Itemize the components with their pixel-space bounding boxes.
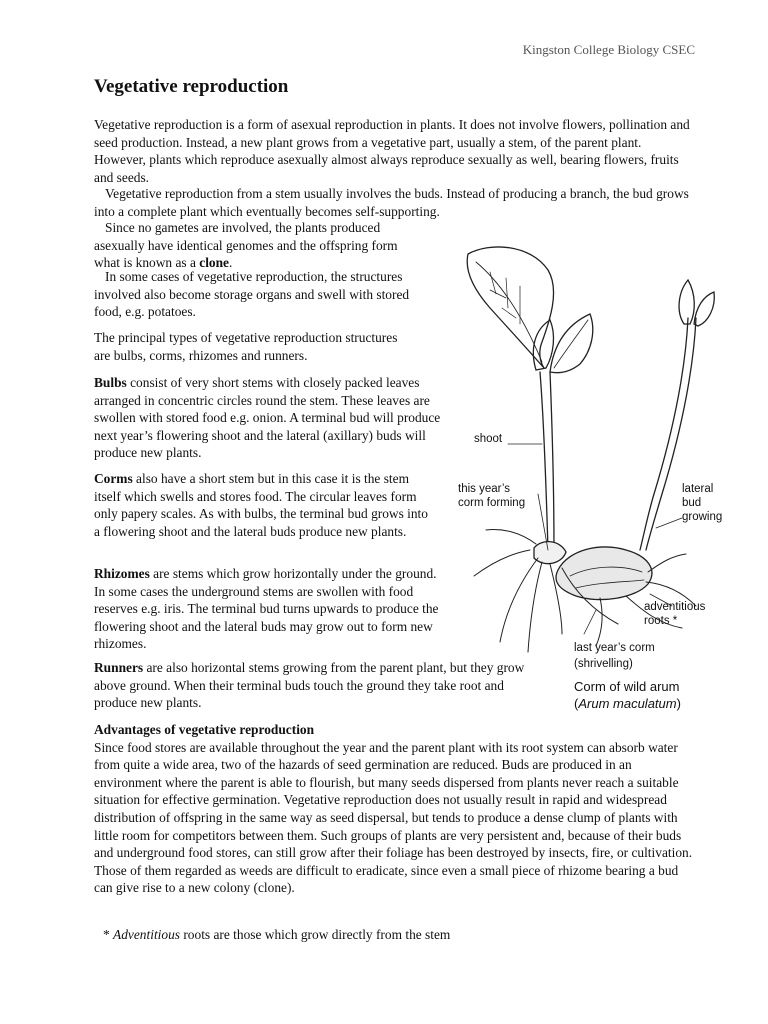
buds-text: Vegetative reproduction from a stem usually involves the buds. Instead of producing a branch, the bud grows into a complete plant which eventually becomes self-supporting. <box>94 186 689 219</box>
page-header: Kingston College Biology CSEC <box>522 42 695 57</box>
figure-caption: Corm of wild arum (Arum maculatum) <box>574 679 681 711</box>
caption-species: Arum maculatum <box>578 696 677 711</box>
runners-term: Runners <box>94 660 144 675</box>
advantages-section <box>94 721 694 897</box>
clone-term: clone <box>199 255 229 271</box>
footnote <box>103 927 450 943</box>
buds-paragraph <box>94 185 694 220</box>
page-title: Vegetative reproduction <box>94 76 289 97</box>
arum-corm-figure <box>450 232 750 672</box>
advantages-heading: Advantages of vegetative reproduction <box>94 722 315 737</box>
corms-term: Corms <box>94 471 133 486</box>
label-last-line2: (shrivelling) <box>574 658 633 670</box>
label-this-years-line1: this year’s <box>458 483 510 495</box>
principal-paragraph: The principal types of vegetative reproduction structures are bulbs, corms, rhizomes and runners. <box>94 330 398 363</box>
label-adventitious-roots <box>644 600 705 628</box>
footnote-text: roots are those which grow directly from the stem <box>180 927 451 942</box>
corms-paragraph <box>94 470 429 540</box>
lateral-stem <box>640 318 688 550</box>
label-lateral-line2: bud <box>682 497 702 509</box>
label-advent-line1: adventitious <box>644 601 706 613</box>
rhizomes-text: are stems which grow horizontally under the ground. In some cases the underground stems are swollen with food reserves e.g. iris. The terminal bud turns upwards to produce the flowering shoot and the lateral buds may grow out to form new rhizomes. <box>94 566 439 652</box>
label-lateral-line3: growing <box>682 511 723 523</box>
bulbs-text: consist of very short stems with closely packed leaves arranged in concentric circles round the stem. These leaves are swollen with stored food e.g. onion. A terminal bud will produce next year’s flowering shoot and the lateral (axillary) buds will produce new plants. <box>94 375 441 461</box>
corm-body <box>556 547 652 600</box>
label-this-years-corm <box>458 482 525 510</box>
lateral-bud-leaf-1 <box>679 280 694 324</box>
lateral-bud-leaf-2 <box>694 292 714 326</box>
advantages-text: Since food stores are available throughout the year and the parent plant with its root system can absorb water from quite a wide area, two of the hazards of seed germination are reduced. Buds are produced in an environment where the parent is able to flourish, but many seeds dispersed from plants never reach a suitable situation for effective germination. Vegetative reproduction does not usually result in rapid and widespread distribution of offspring in the same way as seed dispersal, but tends to produce a dense clump of plants with little room for competitors between them. Such groups of plants are very persistent and, because of their buds and underground food stores, can still grow after their foliage has been destroyed by insects, fire, or cultivation. Those of them regarded as weeds are difficult to eradicate, since even a small piece of rhizome bearing a bud can give rise to a new colony (clone). <box>94 739 693 896</box>
footnote-term: Adventitious <box>113 927 180 942</box>
gametes-text: Since no gametes are involved, the plants produced asexually have identical genomes and the offspring form what is known as a <box>94 220 398 271</box>
label-advent-line2: roots * <box>644 615 678 627</box>
rhizomes-paragraph <box>94 565 444 653</box>
bulbs-term: Bulbs <box>94 375 127 390</box>
footnote-asterisk: * <box>103 927 114 942</box>
gametes-paragraph <box>94 219 424 272</box>
caption-line1: Corm of wild arum <box>574 679 680 694</box>
label-shoot: shoot <box>474 433 503 445</box>
runners-text: are also horizontal stems growing from the parent plant, but they grow above ground. When their terminal buds touch the ground they take root and produce new plants. <box>94 660 525 711</box>
label-last-line1: last year’s corm <box>574 642 655 654</box>
storage-paragraph <box>94 268 419 321</box>
intro-paragraph: Vegetative reproduction is a form of asexual reproduction in plants. It does not involve flowers, pollination and seed production. Instead, a new plant grows from a vegetative part, usually a stem, of the parent plant. However, plants which reproduce asexually almost always reproduce sexually as well, bearing flowers, fruits and seeds. <box>94 117 690 185</box>
label-lateral-line1: lateral <box>682 483 714 495</box>
label-this-years-line2: corm forming <box>458 497 526 509</box>
gametes-period: . <box>229 255 233 271</box>
bulbs-paragraph <box>94 374 444 462</box>
label-lateral-bud <box>682 482 722 524</box>
shoot-stem <box>540 372 548 550</box>
corms-text: also have a short stem but in this case it is the stem itself which swells and stores food. The circular leaves form only papery scales. As with bulbs, the terminal bud grows into a flowering shoot and the lateral buds produce new plants. <box>94 471 428 539</box>
storage-text: In some cases of vegetative reproduction, the structures involved also become storage organs and swell with stored food, e.g. potatoes. <box>94 269 410 320</box>
rhizomes-term: Rhizomes <box>94 566 150 581</box>
label-last-years-corm <box>574 640 655 672</box>
